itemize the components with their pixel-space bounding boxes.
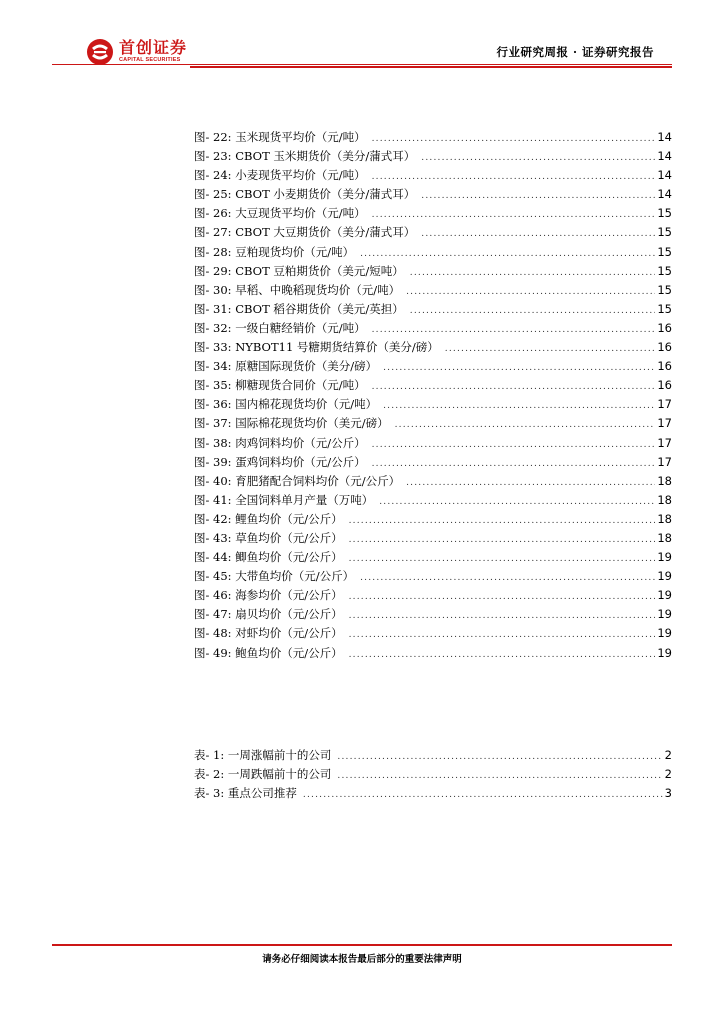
toc-page-number: 16 [657,359,672,374]
figure-toc-entry[interactable] [194,319,672,338]
toc-page-number: 2 [664,767,672,782]
toc-entry-title: 图- 25: CBOT 小麦期货价（美分/蒲式耳） [194,187,416,202]
dot-leader [445,340,656,359]
figure-toc-entry[interactable] [194,529,672,548]
toc-entry-title: 图- 22: 玉米现货平均价（元/吨） [194,130,366,144]
dot-leader [349,646,656,665]
header-divider-thin [52,64,672,65]
dot-leader [349,512,656,531]
toc-entry-title: 图- 30: 早稻、中晚稻现货均价（元/吨） [194,282,401,297]
toc-page-number: 3 [664,786,672,801]
toc-entry-title: 图- 31: CBOT 稻谷期货价（美元/英担） [194,301,404,316]
toc-entry-title: 图- 29: CBOT 豆粕期货价（美元/短吨） [194,263,404,278]
figure-toc-entry[interactable] [194,300,672,319]
figure-list [194,128,672,663]
capital-securities-logo-icon [86,38,114,66]
figure-toc-entry[interactable] [194,472,672,491]
toc-entry-title: 图- 34: 原糖国际现货价（美分/磅） [194,359,378,374]
toc-entry-title: 图- 42: 鲤鱼均价（元/公斤） [194,511,343,526]
toc-page-number: 2 [664,748,672,762]
figure-toc-entry[interactable] [194,243,672,262]
dot-leader [337,767,662,786]
toc-entry-title: 表- 1: 一周涨幅前十的公司 [194,748,332,762]
toc-page-number: 14 [657,187,672,202]
toc-page-number: 16 [657,378,672,393]
toc-entry-title: 图- 45: 大带鱼均价（元/公斤） [194,569,355,584]
dot-leader [406,283,655,302]
toc-page-number: 15 [657,206,672,221]
figure-toc-entry[interactable] [194,262,672,281]
toc-page-number: 15 [657,263,672,278]
toc-page-number: 19 [657,645,672,660]
toc-entry-title: 图- 28: 豆粕现货均价（元/吨） [194,244,355,259]
figure-toc-entry[interactable] [194,128,672,147]
figure-toc-entry[interactable] [194,223,672,242]
toc-page-number: 18 [657,530,672,545]
toc-page-number: 18 [657,511,672,526]
figure-toc-entry[interactable] [194,644,672,663]
dot-leader [349,531,656,550]
logo-english-name: CAPITAL SECURITIES [119,57,181,63]
dot-leader [372,455,656,474]
toc-entry-title: 表- 2: 一周跌幅前十的公司 [194,767,332,782]
figure-toc-entry[interactable] [194,510,672,529]
toc-page-number: 15 [657,244,672,259]
table-toc-entry[interactable] [194,784,672,803]
dot-leader [349,626,656,645]
figure-toc-entry[interactable] [194,453,672,472]
dot-leader [383,359,655,378]
toc-page-number: 17 [657,397,672,412]
dot-leader [395,416,656,435]
toc-page-number: 18 [657,473,672,488]
figure-toc-entry[interactable] [194,281,672,300]
toc-entry-title: 图- 40: 育肥猪配合饲料均价（元/公斤） [194,473,401,488]
dot-leader [349,550,656,569]
toc-entry-title: 图- 33: NYBOT11 号糖期货结算价（美分/磅） [194,340,439,355]
toc-entry-title: 图- 36: 国内棉花现货均价（元/吨） [194,397,378,412]
toc-entry-title: 图- 37: 国际棉花现货均价（美元/磅） [194,416,389,431]
figure-toc-entry[interactable] [194,434,672,453]
toc-page-number: 19 [657,626,672,641]
toc-page-number: 17 [657,435,672,450]
figure-toc-entry[interactable] [194,395,672,414]
figure-toc-entry[interactable] [194,147,672,166]
legal-disclaimer: 请务必仔细阅读本报告最后部分的重要法律声明 [262,954,462,965]
toc-entry-title: 图- 38: 肉鸡饲料均价（元/公斤） [194,435,366,450]
toc-entry-title: 图- 43: 草鱼均价（元/公斤） [194,530,343,545]
toc-entry-title: 图- 26: 大豆现货平均价（元/吨） [194,206,366,221]
table-toc-entry[interactable] [194,765,672,784]
toc-page-number: 15 [657,282,672,297]
dot-leader [337,748,662,767]
figure-toc-entry[interactable] [194,357,672,376]
toc-entry-title: 图- 44: 鲫鱼均价（元/公斤） [194,550,343,565]
toc-page-number: 17 [657,416,672,431]
toc-entry-title: 表- 3: 重点公司推荐 [194,786,297,801]
toc-entry-title: 图- 48: 对虾均价（元/公斤） [194,626,343,641]
dot-leader [406,474,655,493]
dot-leader [349,607,656,626]
dot-leader [383,397,655,416]
figure-toc-entry[interactable] [194,166,672,185]
table-list [194,746,672,803]
toc-page-number: 14 [657,149,672,164]
figure-toc-entry[interactable] [194,586,672,605]
toc-page-number: 16 [657,340,672,355]
toc-page-number: 18 [657,492,672,507]
figure-toc-entry[interactable] [194,548,672,567]
toc-page-number: 14 [657,168,672,183]
toc-entry-title: 图- 27: CBOT 大豆期货价（美分/蒲式耳） [194,225,416,240]
toc-page-number: 19 [657,569,672,584]
footer-divider [52,944,672,946]
company-logo [86,38,187,66]
toc-page-number: 17 [657,454,672,469]
dot-leader [303,786,663,805]
report-type-label: 行业研究周报 · 证券研究报告 [496,45,654,59]
toc-entry-title: 图- 39: 蛋鸡饲料均价（元/公斤） [194,454,366,469]
toc-entry-title: 图- 49: 鲍鱼均价（元/公斤） [194,645,343,660]
figure-toc-entry[interactable] [194,491,672,510]
figure-toc-entry[interactable] [194,567,672,586]
dot-leader [349,588,656,607]
header-divider-thick [190,66,672,68]
toc-page-number: 19 [657,550,672,565]
dot-leader [379,493,655,512]
toc-entry-title: 图- 35: 柳糖现货合同价（元/吨） [194,378,366,393]
toc-page-number: 14 [657,130,672,144]
toc-entry-title: 图- 41: 全国饲料单月产量（万吨） [194,492,374,507]
dot-leader [421,187,655,206]
dot-leader [360,245,655,264]
figure-toc-entry[interactable] [194,414,672,433]
figure-toc-entry[interactable] [194,204,672,223]
toc-entry-title: 图- 23: CBOT 玉米期货价（美分/蒲式耳） [194,149,416,164]
toc-entry-title: 图- 24: 小麦现货平均价（元/吨） [194,168,366,183]
figure-toc-entry[interactable] [194,605,672,624]
logo-chinese-name: 首创证券 [119,38,188,57]
toc-page-number: 16 [657,320,672,335]
figure-toc-entry[interactable] [194,338,672,357]
toc-page-number: 15 [657,301,672,316]
dot-leader [360,569,655,588]
toc-entry-title: 图- 32: 一级白糖经销价（元/吨） [194,320,366,335]
toc-entry-title: 图- 46: 海参均价（元/公斤） [194,588,343,603]
figure-toc-entry[interactable] [194,185,672,204]
table-toc-entry[interactable] [194,746,672,765]
dot-leader [421,149,655,168]
toc-page-number: 19 [657,607,672,622]
page-header [0,0,724,72]
dot-leader [410,302,656,321]
dot-leader [421,225,655,244]
toc-page-number: 19 [657,588,672,603]
toc-entry-title: 图- 47: 扇贝均价（元/公斤） [194,607,343,622]
dot-leader [372,436,656,455]
dot-leader [372,378,656,397]
dot-leader [410,264,656,283]
toc-page-number: 15 [657,225,672,240]
figure-toc-entry[interactable] [194,376,672,395]
figure-toc-entry[interactable] [194,624,672,643]
